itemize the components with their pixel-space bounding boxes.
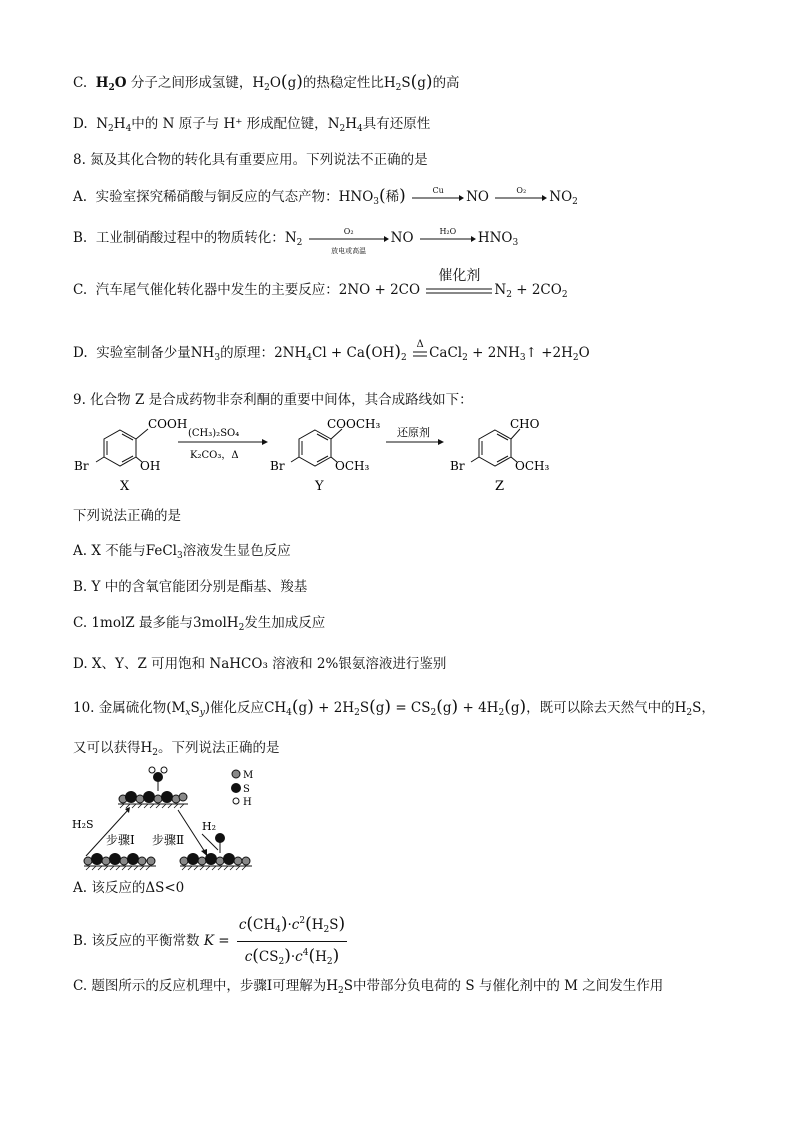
reagent2: 还原剂 — [397, 426, 430, 439]
z-br: Br — [450, 459, 465, 473]
q9-option-a: A. X 不能与FeCl$_3$溶液发生显色反应 — [73, 543, 291, 561]
svg-text:H: H — [243, 797, 252, 808]
h2-label: H₂ — [202, 820, 217, 833]
q8-option-d: D. 实验室制备少量$NH_3$的原理：$2NH_4Cl + Ca(OH)_2$ Δ CaCl$_2$ + $2NH_3↑ +2H_2O$ — [73, 338, 590, 363]
top-catalyst-surface — [118, 767, 188, 808]
q8-option-c: C. 汽车尾气催化转化器中发生的主要反应：2NO + 2CO 催化剂 $N_2 + 2CO_2$ — [73, 267, 568, 300]
q7-option-d: D. $N_2H_4$中的 N 原子与 H⁺ 形成配位键，$N_2H_4$具有还原性 — [73, 116, 431, 134]
q9-stem: 9. 化合物 Z 是合成药物非奈利酮的重要中间体，其合成路线如下： — [73, 392, 473, 408]
z-och3-group: OCH₃ — [515, 459, 550, 473]
h2s-label: H₂S — [72, 818, 94, 831]
reaction-arrow: O₂ 放电或高温 — [309, 233, 389, 245]
bottom-left-surface — [84, 853, 156, 870]
reaction-arrow: O₂ — [495, 192, 547, 204]
reagent1-top: (CH₃)₂SO₄ — [188, 428, 240, 439]
compound-z — [471, 429, 520, 466]
step1-label: 步骤Ⅰ — [106, 833, 135, 847]
q9-option-c: C. 1molZ 最多能与3molH$_2$发生加成反应 — [73, 615, 326, 633]
z-top-group: CHO — [510, 417, 540, 431]
svg-text:M: M — [243, 770, 254, 781]
y-top-group: COOCH₃ — [327, 417, 381, 431]
bottom-right-surface — [180, 833, 252, 870]
q9-option-b: B. Y 中的含氧官能团分别是酯基、羧基 — [73, 579, 308, 595]
x-br: Br — [74, 459, 89, 473]
x-label: X — [120, 479, 130, 494]
q10-option-a: A. 该反应的ΔS<0 — [73, 880, 185, 896]
q9-option-d: D. X、Y、Z 可用饱和 NaHCO₃ 溶液和 2%银氨溶液进行鉴别 — [73, 656, 447, 672]
equals-sign: 催化剂 — [438, 267, 481, 284]
reaction-arrow: H₂O — [420, 233, 476, 245]
q9-prompt: 下列说法正确的是 — [73, 508, 181, 524]
y-br: Br — [270, 459, 285, 473]
z-label: Z — [495, 479, 505, 494]
equilibrium-constant-fraction: $\frac{c(CH_4)\cdot c^2(H_2S)}{c(CS_2)\cdot c^4(H_2)}$ — [238, 914, 346, 967]
q10-stem-line1: 10. 金属硫化物$(M_xS_y)$催化反应$CH_4(g) + 2H_2S(g) = CS_2(g) + 4H_2(g)$，既可以除去天然气中的$H_2S$， — [73, 697, 715, 718]
q7-option-c: C. $H_2O$ 分子之间形成氢键，$H_2O(g)$的热稳定性比$H_2S(g)$的高 — [73, 72, 460, 93]
q10-option-b: B. 该反应的平衡常数 K = $\frac{c(CH_4)\cdot c^2(H_2S)}{c(CS_2)\cdot c^4(H_2)}$ — [73, 912, 350, 971]
synthesis-scheme — [70, 412, 570, 502]
svg-text:S: S — [243, 784, 250, 795]
x-top-group: COOH — [148, 417, 188, 431]
mechanism-diagram — [70, 764, 290, 876]
legend — [231, 770, 253, 808]
equals-sign: Δ — [416, 338, 424, 350]
reaction-arrow: Cu — [412, 192, 464, 204]
step2-label: 步骤Ⅱ — [152, 833, 185, 847]
q10-stem-line2: 又可以获得$H_2$。下列说法正确的是 — [73, 740, 280, 758]
y-och3-group: OCH₃ — [335, 459, 370, 473]
q10-option-c: C. 题图所示的反应机理中，步骤Ⅰ可理解为$H_2S$中带部分负电荷的 S 与催化剂中的 M 之间发生作用 — [73, 978, 664, 996]
x-oh-group: OH — [140, 459, 161, 473]
q8-stem: 8. 氮及其化合物的转化具有重要应用。下列说法不正确的是 — [73, 152, 428, 168]
q8-option-a: A. 实验室探究稀硝酸与铜反应的气态产物：$HNO_3$(稀) Cu NO O₂ $NO_2$ — [73, 185, 578, 207]
q8-option-b: B. 工业制硝酸过程中的物质转化：$N_2$ O₂ 放电或高温 NO H₂O $HNO_3$ — [73, 226, 519, 255]
y-label: Y — [315, 479, 324, 494]
reagent1-bottom: K₂CO₃，Δ — [190, 450, 239, 461]
